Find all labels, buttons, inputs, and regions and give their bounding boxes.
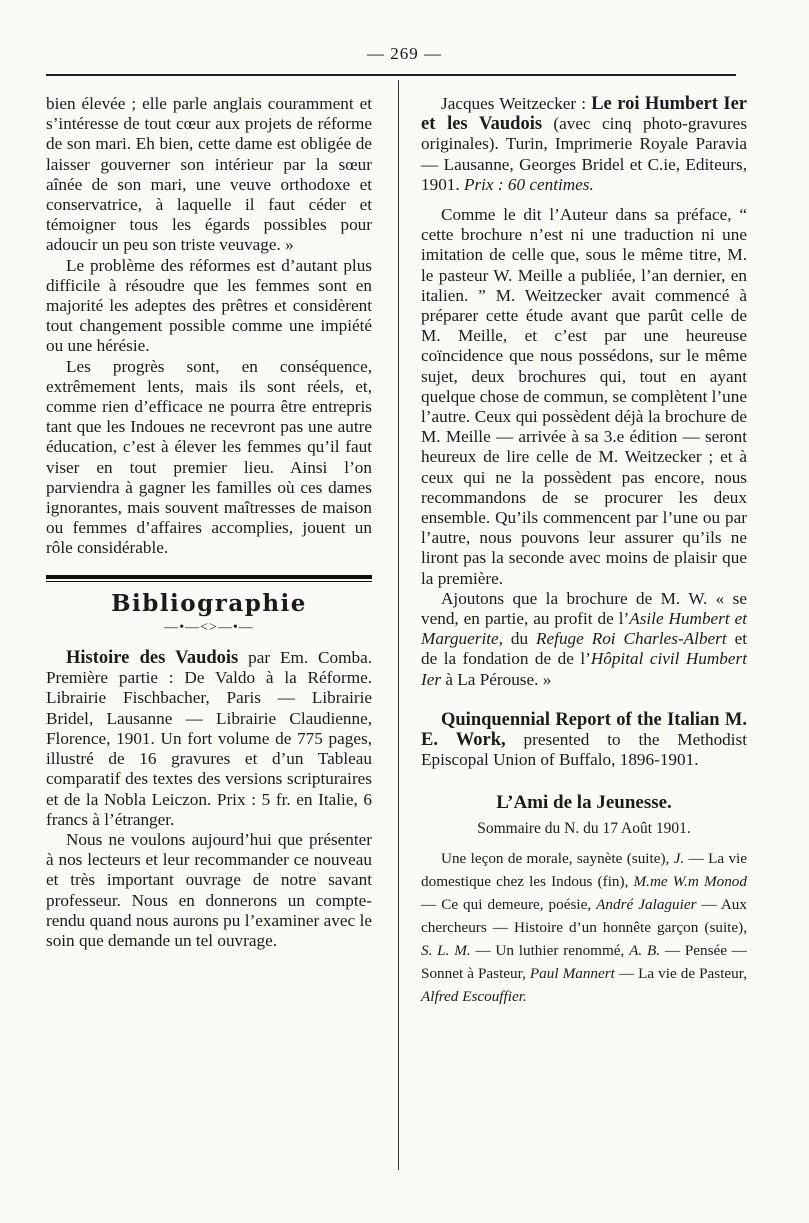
addendum-text: à La Pérouse. » bbox=[441, 669, 552, 689]
bib-entry-histoire bbox=[46, 648, 372, 830]
ami-text: — La vie de Pasteur, bbox=[614, 964, 747, 982]
addendum-text: , du bbox=[498, 629, 537, 649]
ami-author: André Jalaguier bbox=[596, 895, 697, 913]
ami-author: M.me W.m Monod bbox=[633, 872, 747, 890]
ami-text: Une leçon de morale, saynète (suite), bbox=[441, 849, 674, 867]
report-text: presented to the Methodist Episcopal Union of Buffalo, 1896-1901. bbox=[421, 730, 747, 770]
ami-text: — Aux chercheurs — Histoire d’un honnête garçon (suite), bbox=[421, 895, 747, 936]
left-closing-paragraph: Nous ne voulons aujourd’hui que présenter à nos lecteurs et leur recommander ce nouveau et très important ouvrage de notre savant professeur. Nous en donnerons un compte-rendu quand nous aurons pu l’examiner avec le soin que demande un tel ouvrage. bbox=[46, 829, 372, 950]
addendum-text: Ajoutons que la brochure de M. W. « se vend, en partie, au profit de l’ bbox=[421, 588, 747, 629]
ami-author: S. L. M. bbox=[421, 941, 471, 959]
left-paragraph-3: Les progrès sont, en conséquence, extrêmement lents, mais ils sont réels, et, comme rien d’efficace ne pourra être entrepris tant que les Indoues ne recevront pas une autre éducation, c’est à élever les femmes qu’il faut viser en tout premier lieu. Ainsi l’on parviendra à gagner les familles où ces dames ignorantes, mais souvent maîtresses de maison ou femmes d’affaires accomplies, jouent un rôle considérable. bbox=[46, 356, 372, 558]
addendum-hopital: Hôpital civil Humbert Ier bbox=[421, 649, 747, 689]
entry-author: Jacques Weitzecker : bbox=[441, 94, 592, 113]
entry-review-paragraph: Comme le dit l’Auteur dans sa préface, “ cette brochure n’est ni une traduction ni une imitation de celle que, sous le même titre, M. le pasteur W. Meille a publiée, l’an dernier, en italien. ” M. Weitzecker avait commencé à préparer cette étude avant que parût celle de M. Meille, et c’est par une heureuse coïncidence que nous possédons, sur le même sujet, deux brochures qui, tout en ayant quelque chose de commun, se complètent l’une l’autre. Ceux qui possèdent déjà la brochure de M. Meille — arrivée à sa 3.e édition — seront heureux de lire celle de M. Weitzecker ; et à ceux qui ne la possèdent pas encore, nous recommandons de se procurer les deux ensemble. Qu’ils commencent par l’une ou par l’autre, nous pouvons leur assurer qu’ils ne liront pas la seconde avec moins de plaisir que la première. bbox=[421, 205, 747, 588]
header-rule bbox=[46, 74, 736, 76]
ami-author: Alfred Escouffier. bbox=[421, 987, 527, 1005]
addendum-text: et de la fondation de de l’ bbox=[421, 629, 748, 669]
left-paragraph-1: bien élevée ; elle parle anglais couramment et s’intéresse de tout cœur aux projets de réforme de son mari. Eh bien, cette dame est obligée de laisser gouverner son intérieur par la sœur aînée de son mari, une veuve orthodoxe et conservatrice, à laquelle il faut céder et témoigner tous les égards possibles pour adoucir un peu son triste veuvage. » bbox=[46, 94, 372, 255]
addendum-refuge: Refuge Roi Charles-Albert bbox=[536, 629, 727, 649]
entry-price: Prix : 60 centimes. bbox=[463, 174, 594, 194]
bib-entry-text: par Em. Comba. Première partie : De Valdo à la Réforme. Librairie Fischbacher, Paris — Librairie Bridel, Lausanne — Librairie Claudienne, Florence, 1901. Un fort volume de 775 pages, illustré de 16 gravures et d’un Tableau comparatif des textes des versions scripturaires et de la Nobla Leiczon. Prix : 5 fr. en Italie, 6 francs à l’étranger. bbox=[46, 648, 373, 829]
right-column bbox=[421, 94, 747, 1008]
entry-review-addendum bbox=[421, 589, 747, 690]
report-title: Quinquennial Report of the Italian M. E. Work, bbox=[421, 709, 747, 751]
ami-text: — Pensée — Sonnet à Pasteur, bbox=[421, 941, 747, 982]
ornament-divider: —•—<>—•— bbox=[164, 619, 254, 635]
spacer bbox=[421, 690, 747, 710]
section-title-bibliographie: Bibliographie bbox=[111, 589, 307, 617]
ami-contents bbox=[421, 847, 747, 1008]
section-rule-thin bbox=[46, 581, 372, 582]
spacer bbox=[421, 195, 747, 205]
ami-author: Paul Mannert bbox=[529, 964, 615, 982]
ami-author: J. bbox=[673, 849, 685, 867]
entry-weitzecker bbox=[421, 94, 747, 195]
column-divider bbox=[398, 80, 399, 1170]
bib-entry-title: Histoire des Vaudois bbox=[66, 648, 239, 669]
ami-author: A. B. bbox=[629, 941, 661, 959]
page-number: — 269 — bbox=[367, 44, 442, 63]
ami-sommaire: Sommaire du N. du 17 Août 1901. bbox=[477, 819, 691, 837]
entry-title: Le roi Humbert Ier et les Vaudois bbox=[421, 94, 747, 135]
section-rule-heavy bbox=[46, 575, 372, 579]
ami-jeunesse-title: L’Ami de la Jeunesse. bbox=[496, 791, 672, 813]
left-column bbox=[46, 94, 372, 951]
ami-text: — Ce qui demeure, poésie, bbox=[421, 895, 597, 913]
left-paragraph-2: Le problème des réformes est d’autant plus difficile à résoudre que les femmes sont en majorité les adeptes des prêtres et considèrent tout changement possible comme une impiété ou une hérésie. bbox=[46, 255, 372, 356]
addendum-asile: Asile Humbert et Marguerite bbox=[421, 609, 747, 649]
entry-quinquennial-report bbox=[421, 710, 747, 771]
entry-text: (avec cinq photo-gravures originales). Turin, Imprimerie Royale Paravia — Lausanne, Georges Bridel et C.ie, Editeurs, 1901. bbox=[421, 114, 748, 194]
ami-text: — Un luthier renommé, bbox=[470, 941, 630, 959]
ami-text: — La vie domestique chez les Indous (fin), bbox=[421, 849, 747, 890]
